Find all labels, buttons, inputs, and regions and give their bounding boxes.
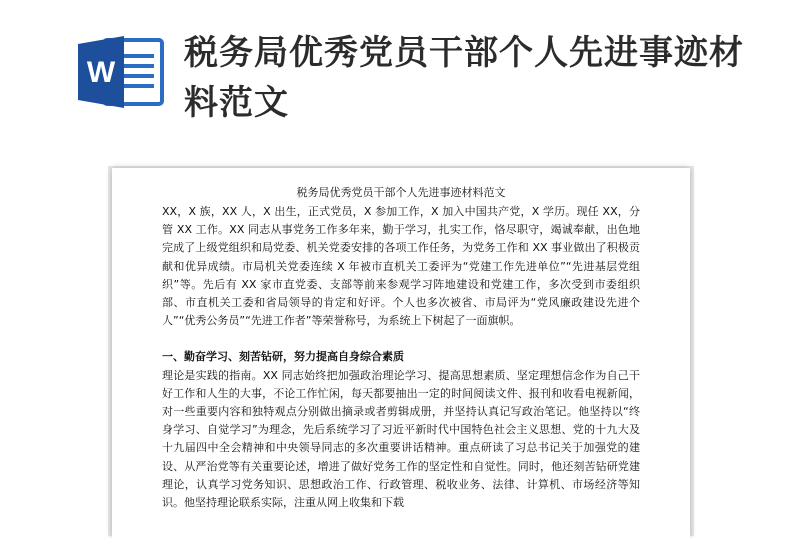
section-paragraph: 理论是实践的指南。XX 同志始终把加强政治理论学习、提高思想素质、坚定理想信念作为自己干好工作和人生的大事，不论工作忙闲，每天都要抽出一定的时间阅读文件、报刊和收看电视新闻，对一些重要内容和独特观点分别做出摘录或者剪辑成册，并坚持认真记写政治笔记。他坚持以“终身学习、自觉学习”为理念，先后系统学习了习近平新时代中国特色社会主义思想、党的十九大及十九届四中全会精神和中央领导同志的多次重要讲话精神。重点研读了习总书记关于加强党的建设、从严治党等有关重要论述，增进了做好党务工作的坚定性和自觉性。同时，他还刻苦钻研党建理论，认真学习党务知识、思想政治工作、行政管理、税收业务、法律、计算机、市场经济等知识。他坚持理论联系实际，注重从网上收集和下载 — [162, 368, 640, 510]
paragraph-gap — [162, 330, 640, 348]
document-title: 税务局优秀党员干部个人先进事迹材料范文 — [296, 186, 506, 199]
section-heading: 一、勤奋学习、刻苦钻研，努力提高自身综合素质 — [162, 350, 404, 364]
word-document-icon — [74, 34, 166, 110]
document-page — [112, 168, 690, 538]
document-paragraph: XX，X 族，XX 人，X 出生，正式党员，X 参加工作，X 加入中国共产党，X 学历。现任 XX，分管 XX 工作。XX 同志从事党务工作多年来，勤于学习，扎实工作，恪尽职守，竭诚奉献，出色地完成了上级党组织和局党委、机关党委安排的各项工作任务，为党务工作和 XX 事业做出了积极贡献和优异成绩。市局机关党委连续 X 年被市直机关工委评为“党建工作先进单位”“先进基层党组织”等。先后有 XX 家市直党委、支部等前来参观学习阵地建设和党建工作，多次受到市委组织部、市直机关工委和省局领导的肯定和好评。个人也多次被省、市局评为“党风廉政建设先进个人”“优秀公务员”“先进工作者”等荣誉称号，为系统上下树起了一面旗帜。 — [162, 205, 640, 328]
word-icon-letter: W — [86, 56, 116, 89]
page-title: 税务局优秀党员干部个人先进事迹材料范文 — [184, 33, 744, 123]
header — [0, 0, 800, 160]
